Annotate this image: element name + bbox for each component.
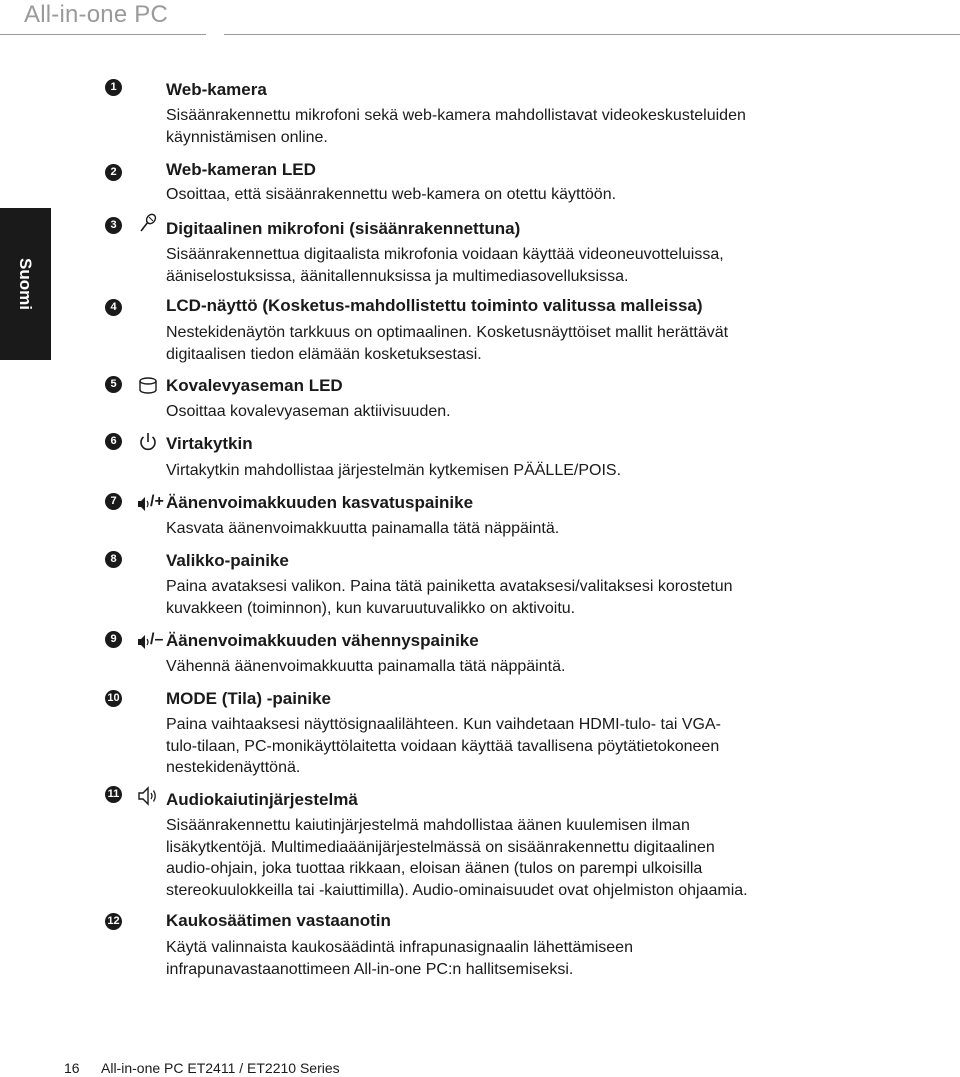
speaker-icon bbox=[137, 785, 159, 807]
item-desc-power: Virtakytkin mahdollistaa järjestelmän kytkemisen PÄÄLLE/POIS. bbox=[166, 462, 622, 479]
item-title-volume-down: Äänenvoimakkuuden vähennyspainike bbox=[166, 631, 479, 650]
item-desc-hdd-led: Osoittaa kovalevyaseman aktiivisuuden. bbox=[166, 403, 451, 420]
item-number-12: 12 bbox=[105, 913, 122, 930]
volume-up-icon bbox=[137, 492, 167, 514]
item-number-5: 5 bbox=[105, 376, 122, 393]
volume-down-icon bbox=[137, 630, 167, 652]
item-title-mode: MODE (Tila) -painike bbox=[166, 689, 331, 708]
footer-page-number: 16 bbox=[64, 1060, 80, 1076]
item-desc-lcd: Nestekidenäytön tarkkuus on optimaalinen. Kosketusnäyttöiset mallit herättävät digitaalisen tiedon elämään kosketuksestasi. bbox=[166, 324, 729, 363]
item-title-power: Virtakytkin bbox=[166, 434, 253, 453]
power-icon bbox=[137, 431, 159, 453]
header-rule-gap bbox=[206, 0, 224, 35]
hard-disk-icon bbox=[137, 375, 159, 397]
volume-down-icon-text: /– bbox=[150, 631, 164, 648]
item-desc-volume-up: Kasvata äänenvoimakkuutta painamalla tätä näppäintä. bbox=[166, 520, 560, 537]
page-header bbox=[0, 0, 960, 35]
item-number-9: 9 bbox=[105, 631, 122, 648]
header-title: All-in-one PC bbox=[24, 1, 168, 28]
item-title-ir-receiver: Kaukosäätimen vastaanotin bbox=[166, 911, 391, 930]
language-side-tab bbox=[0, 208, 51, 360]
item-number-8: 8 bbox=[105, 551, 122, 568]
item-title-menu: Valikko-painike bbox=[166, 551, 289, 570]
item-number-7: 7 bbox=[105, 493, 122, 510]
item-title-webcam-led: Web-kameran LED bbox=[166, 160, 316, 179]
side-tab-label: Suomi bbox=[16, 258, 35, 310]
item-title-hdd-led: Kovalevyaseman LED bbox=[166, 376, 343, 395]
item-number-6: 6 bbox=[105, 433, 122, 450]
item-desc-volume-down: Vähennä äänenvoimakkuutta painamalla tätä näppäintä. bbox=[166, 658, 566, 675]
item-number-3: 3 bbox=[105, 217, 122, 234]
item-number-2: 2 bbox=[105, 164, 122, 181]
microphone-icon bbox=[137, 212, 159, 234]
item-number-1: 1 bbox=[105, 79, 122, 96]
item-title-lcd: LCD-näyttö (Kosketus-mahdollistettu toiminto valitussa malleissa) bbox=[166, 296, 703, 315]
item-desc-webcam: Sisäänrakennettu mikrofoni sekä web-kamera mahdollistavat videokeskusteluiden käynnistämisen online. bbox=[166, 107, 746, 146]
item-desc-mode: Paina vaihtaaksesi näyttösignaalilähteen. Kun vaihdetaan HDMI-tulo- tai VGA- tulo-tilaan, PC-monikäyttölaitetta voidaan käyttää tavallisena pöytätietokoneen nestekidenäyttönä. bbox=[166, 716, 721, 776]
item-desc-ir-receiver: Käytä valinnaista kaukosäädintä infrapunasignaalin lähettämiseen infrapunavastaanottimeen All-in-one PC:n hallitsemiseksi. bbox=[166, 939, 633, 978]
item-desc-webcam-led: Osoittaa, että sisäänrakennettu web-kamera on otettu käyttöön. bbox=[166, 186, 617, 203]
item-number-10: 10 bbox=[105, 690, 122, 707]
item-desc-audio: Sisäänrakennettu kaiutinjärjestelmä mahdollistaa äänen kuulemisen ilman lisäkytkentöjä. Multimediaäänijärjestelmässä on sisäänrakennettu digitaalinen audio-ohjain, joka tuottaa rikkaan, eloisan äänen (tulos on parempi ulkoisilla stereokuulokkeilla tai -kaiuttimilla). Audio-ominaisuudet ovat ohjelmiston ohjaamia. bbox=[166, 817, 748, 899]
item-title-audio: Audiokaiutinjärjestelmä bbox=[166, 790, 358, 809]
item-number-4: 4 bbox=[105, 299, 122, 316]
item-title-volume-up: Äänenvoimakkuuden kasvatuspainike bbox=[166, 493, 474, 512]
item-number-11: 11 bbox=[105, 786, 122, 803]
item-title-webcam: Web-kamera bbox=[166, 80, 267, 99]
item-desc-menu: Paina avataksesi valikon. Paina tätä painiketta avataksesi/valitaksesi korostetun kuvakkeen (toiminnon), kun kuvaruutuvalikko on aktivoitu. bbox=[166, 578, 733, 617]
footer-series: All-in-one PC ET2411 / ET2210 Series bbox=[101, 1060, 340, 1076]
item-desc-microphone: Sisäänrakennettua digitaalista mikrofonia voidaan käyttää videoneuvotteluissa, ääniselostuksissa, äänitallennuksissa ja multimediasovelluksissa. bbox=[166, 246, 724, 285]
volume-up-icon-text: /+ bbox=[150, 493, 164, 510]
item-title-microphone: Digitaalinen mikrofoni (sisäänrakennettuna) bbox=[166, 219, 521, 238]
